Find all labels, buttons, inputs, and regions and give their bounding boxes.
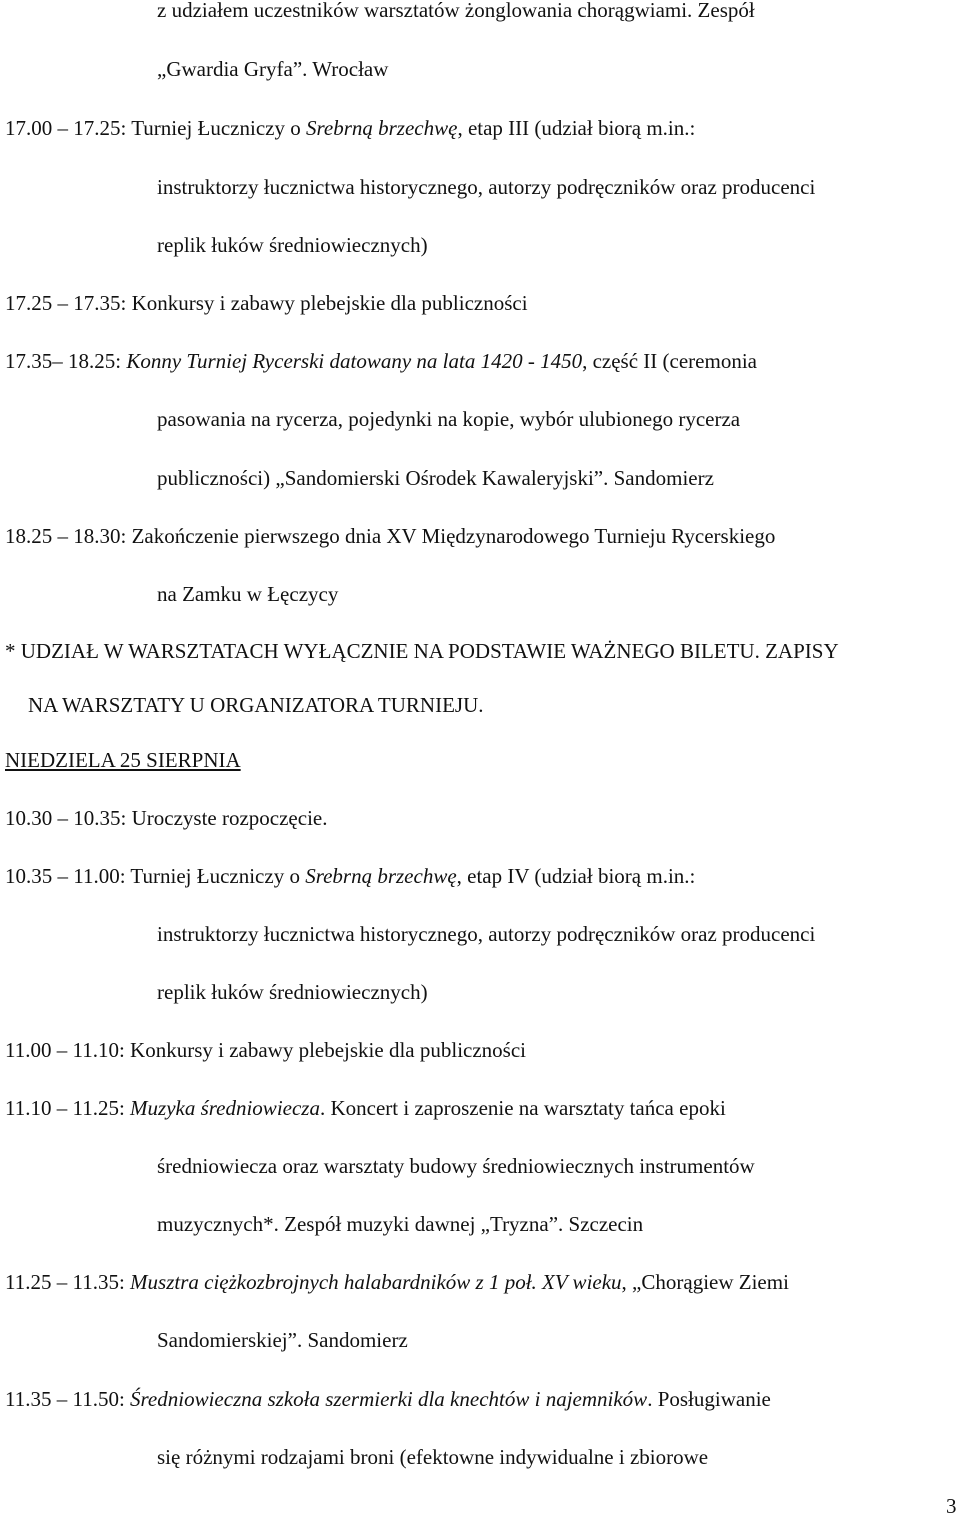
text-line: pasowania na rycerza, pojedynki na kopie, wybór ulubionego rycerza [157, 407, 741, 431]
text-line: publiczności) „Sandomierski Ośrodek Kawaleryjski”. Sandomierz [157, 466, 714, 490]
text-line: Sandomierskiej”. Sandomierz [157, 1328, 408, 1352]
entry-time: 17.00 – 17.25: [5, 116, 127, 140]
schedule-entry: 18.25 – 18.30: Zakończenie pierwszego dnia XV Międzynarodowego Turnieju Rycerskiego [5, 524, 776, 548]
entry-time: 10.30 – 10.35: [5, 806, 127, 830]
text-line: na Zamku w Łęczycy [157, 582, 339, 606]
text-line: „Gwardia Gryfa”. Wrocław [157, 57, 389, 81]
day-heading: NIEDZIELA 25 SIERPNIA [5, 748, 241, 772]
entry-time: 10.35 – 11.00: [5, 864, 126, 888]
schedule-entry: 11.35 – 11.50: Średniowieczna szkoła szermierki dla knechtów i najemników. Posługiwanie [5, 1387, 771, 1411]
entry-time: 11.10 – 11.25: [5, 1096, 125, 1120]
entry-time: 11.25 – 11.35: [5, 1270, 125, 1294]
schedule-entry: 10.35 – 11.00: Turniej Łuczniczy o Srebrną brzechwę, etap IV (udział biorą m.in.: [5, 864, 696, 888]
text-line: z udziałem uczestników warsztatów żonglowania chorągwiami. Zespół [157, 0, 755, 22]
page-number: 3 [946, 1494, 957, 1518]
schedule-entry: 10.30 – 10.35: Uroczyste rozpoczęcie. [5, 806, 328, 830]
schedule-entry: 17.00 – 17.25: Turniej Łuczniczy o Srebrną brzechwę, etap III (udział biorą m.in.: [5, 116, 696, 140]
text-line: replik łuków średniowiecznych) [157, 980, 428, 1004]
text-line: instruktorzy łucznictwa historycznego, autorzy podręczników oraz producenci [157, 922, 816, 946]
schedule-entry: 17.25 – 17.35: Konkursy i zabawy plebejskie dla publiczności [5, 291, 528, 315]
schedule-entry: 11.00 – 11.10: Konkursy i zabawy plebejskie dla publiczności [5, 1038, 527, 1062]
text-line: instruktorzy łucznictwa historycznego, autorzy podręczników oraz producenci [157, 175, 816, 199]
text-line: replik łuków średniowiecznych) [157, 233, 428, 257]
schedule-entry: 17.35– 18.25: Konny Turniej Rycerski datowany na lata 1420 - 1450, część II (ceremonia [5, 349, 757, 373]
text-line: średniowiecza oraz warsztaty budowy średniowiecznych instrumentów [157, 1154, 755, 1178]
entry-time: 11.35 – 11.50: [5, 1387, 125, 1411]
text-line: muzycznych*. Zespół muzyki dawnej „Tryzna”. Szczecin [157, 1212, 644, 1236]
entry-time: 18.25 – 18.30: [5, 524, 127, 548]
notice-line: * UDZIAŁ W WARSZTATACH WYŁĄCZNIE NA PODSTAWIE WAŻNEGO BILETU. ZAPISY [5, 639, 839, 663]
notice-line: NA WARSZTATY U ORGANIZATORA TURNIEJU. [28, 693, 484, 717]
text-line: się różnymi rodzajami broni (efektowne indywidualne i zbiorowe [157, 1445, 709, 1469]
schedule-entry: 11.10 – 11.25: Muzyka średniowiecza. Koncert i zaproszenie na warsztaty tańca epoki [5, 1096, 726, 1120]
entry-time: 11.00 – 11.10: [5, 1038, 125, 1062]
entry-time: 17.35– 18.25: [5, 349, 122, 373]
schedule-entry: 11.25 – 11.35: Musztra ciężkozbrojnych halabardników z 1 poł. XV wieku, „Chorągiew Ziemi [5, 1270, 789, 1294]
entry-time: 17.25 – 17.35: [5, 291, 127, 315]
